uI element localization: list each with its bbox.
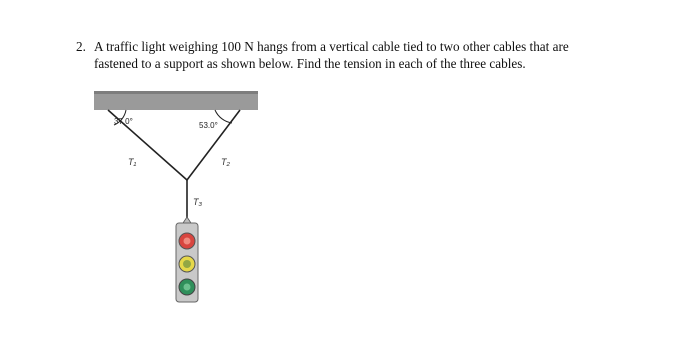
- ceiling-shading: [94, 91, 258, 94]
- t3-label: T₃: [193, 197, 203, 207]
- right-angle-label: 53.0°: [199, 121, 218, 130]
- problem-text-2: fastened to a support as shown below. Find the tension in each of the three cables.: [94, 56, 526, 71]
- cable-t1: [108, 110, 187, 180]
- green-lamp-highlight: [184, 284, 191, 291]
- t2-label: T₂: [221, 157, 230, 167]
- yellow-lamp-center: [183, 260, 191, 268]
- problem-number: 2.: [76, 39, 86, 54]
- left-angle-label: 37.0°: [114, 117, 133, 126]
- t1-label: T₁: [128, 157, 137, 167]
- light-hanger: [183, 217, 191, 223]
- red-lamp-highlight: [184, 238, 191, 245]
- problem-text-1: A traffic light weighing 100 N hangs from a vertical cable tied to two other cables that are: [94, 39, 569, 54]
